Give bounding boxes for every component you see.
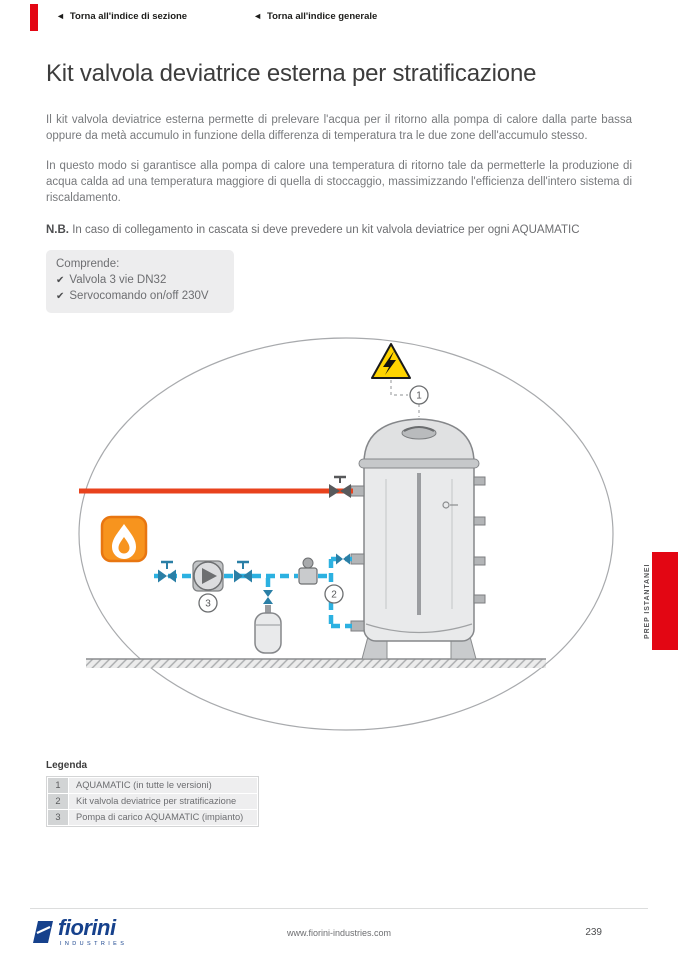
nb-text: In caso di collegamento in cascata si deve prevedere un kit valvola deviatrice per ogni AQUAMATIC: [72, 223, 580, 236]
legend-row: [48, 794, 257, 809]
top-nav: [56, 11, 377, 22]
electric-warning-icon: [372, 344, 419, 417]
svg-text:3: 3: [205, 598, 211, 610]
ground-line: [86, 659, 546, 668]
intro-paragraph-1: Il kit valvola deviatrice esterna permette di prelevare l'acqua per il ritorno alla pompa di calore dalla parte bassa oppure da metà accumulo in funzione della differenza di temperatura tra le due zone dell'accumulo stesso.: [46, 114, 632, 143]
includes-box: [46, 250, 234, 313]
section-tab-label: PREP ISTANTANEI: [644, 563, 651, 639]
includes-item: [56, 273, 222, 289]
page-title: Kit valvola deviatrice esterna per stratificazione: [46, 60, 537, 87]
legend-row-text: Pompa di carico AQUAMATIC (impianto): [69, 810, 257, 825]
back-arrow-icon: ◄: [253, 11, 263, 21]
check-icon: ✔: [56, 290, 65, 302]
logo-subtitle: INDUSTRIES: [60, 941, 128, 947]
legend-table: [46, 776, 259, 827]
legend-row-number: 1: [48, 778, 68, 793]
legend-row-text: Kit valvola deviatrice per stratificazione: [69, 794, 257, 809]
page-number: 239: [585, 927, 602, 939]
svg-text:1: 1: [416, 390, 422, 402]
section-tab-red-bar: [652, 552, 678, 650]
circulation-pump: [193, 561, 223, 591]
back-to-general-index-link[interactable]: [253, 11, 377, 22]
back-to-section-link[interactable]: [56, 11, 187, 22]
diagram-label-3: [199, 594, 217, 612]
svg-text:2: 2: [331, 589, 337, 601]
cold-pipes: [154, 559, 352, 626]
expansion-vessel: [255, 590, 281, 653]
back-to-section-label: Torna all'indice di sezione: [69, 11, 188, 22]
legend: [46, 760, 632, 827]
back-arrow-icon: ◄: [56, 11, 65, 21]
storage-tank: [351, 419, 485, 659]
includes-item: [56, 289, 222, 305]
hot-return-pipe: [79, 477, 353, 498]
legend-row: [48, 810, 257, 825]
back-to-general-index-label: Torna all'indice generale: [267, 11, 378, 22]
includes-item-label: Valvola 3 vie DN32: [69, 273, 167, 286]
legend-row-number: 3: [48, 810, 68, 825]
schematic-svg: [46, 331, 646, 743]
footer-website[interactable]: www.fiorini-industries.com: [286, 927, 392, 938]
section-tab: [643, 552, 678, 650]
page-footer: [30, 908, 648, 947]
corner-red-bar: [30, 4, 38, 31]
legend-title: Legenda: [46, 759, 88, 771]
legend-row: [48, 778, 257, 793]
fiorini-logo: [30, 915, 200, 947]
nb-label: N.B.: [46, 223, 69, 236]
flame-icon: [102, 517, 146, 561]
intro-paragraph-2: In questo modo si garantisce alla pompa di calore una temperatura di ritorno tale da permetterle la produzione di acqua calda ad una temperatura maggiore di quella di stoccaggio, massimizzando l'efficienza dell'intero sistema di riscaldamento.: [46, 159, 632, 205]
schematic-diagram: [46, 331, 646, 748]
shutoff-valve: [234, 562, 252, 583]
includes-title: Comprende:: [56, 257, 120, 270]
diagram-ellipse-frame: [79, 338, 613, 730]
logo-name: fiorini: [58, 915, 116, 941]
shutoff-valve: [336, 553, 350, 564]
fiorini-logo-icon: [30, 918, 54, 944]
diagram-label-1: [410, 386, 428, 404]
shutoff-valve: [158, 562, 176, 583]
diagram-label-2: [325, 585, 343, 603]
check-icon: ✔: [56, 274, 65, 286]
legend-row-number: 2: [48, 794, 68, 809]
includes-item-label: Servocomando on/off 230V: [69, 289, 209, 302]
nb-note: [46, 222, 632, 238]
diverter-valve-kit: [299, 558, 317, 584]
legend-row-text: AQUAMATIC (in tutte le versioni): [69, 778, 257, 793]
